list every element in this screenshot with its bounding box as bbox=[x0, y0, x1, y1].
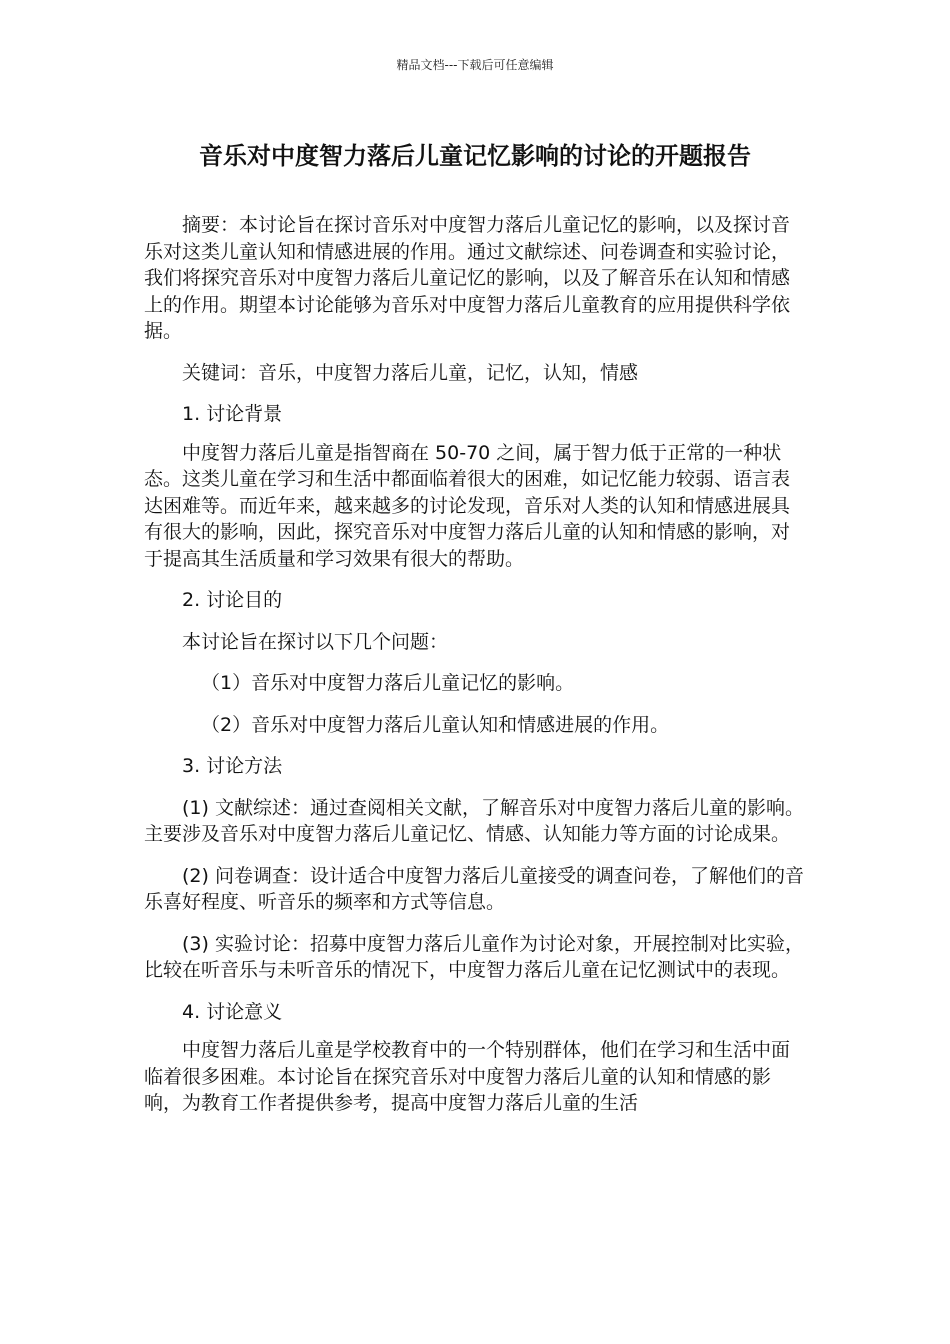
document-title: 音乐对中度智力落后儿童记忆影响的讨论的开题报告 bbox=[199, 142, 751, 170]
section-heading-method: 3. 讨论方法 bbox=[182, 755, 283, 777]
significance-paragraph: 中度智力落后儿童是学校教育中的一个特别群体，他们在学习和生活中面临着很多困难。本讨论旨在探究音乐对中度智力落后儿童的认知和情感的影响，为教育工作者提供参考，提高中度智力落后儿童的生活 bbox=[144, 1039, 791, 1114]
method-item: (1) 文献综述：通过查阅相关文献，了解音乐对中度智力落后儿童的影响。主要涉及音乐对中度智力落后儿童记忆、情感、认知能力等方面的讨论成果。 bbox=[144, 796, 804, 845]
section-heading-background: 1. 讨论背景 bbox=[182, 403, 283, 425]
abstract-paragraph: 摘要：本讨论旨在探讨音乐对中度智力落后儿童记忆的影响，以及探讨音乐对这类儿童认知和情感进展的作用。通过文献综述、问卷调查和实验讨论，我们将探究音乐对中度智力落后儿童记忆的影响，以及了解音乐在认知和情感上的作用。期望本讨论能够为音乐对中度智力落后儿童教育的应用提供科学依据。 bbox=[144, 214, 791, 342]
section-heading-purpose: 2. 讨论目的 bbox=[182, 589, 283, 611]
method-item: (3) 实验讨论：招募中度智力落后儿童作为讨论对象，开展控制对比实验，比较在听音乐与未听音乐的情况下，中度智力落后儿童在记忆测试中的表现。 bbox=[144, 932, 804, 981]
background-paragraph: 中度智力落后儿童是指智商在 50-70 之间，属于智力低于正常的一种状态。这类儿童在学习和生活中都面临着很大的困难，如记忆能力较弱、语言表达困难等。而近年来，越来越多的讨论发现，音乐对人类的认知和情感进展具有很大的影响，因此，探究音乐对中度智力落后儿童的认知和情感的影响，对于提高其生活质量和学习效果有很大的帮助。 bbox=[144, 441, 791, 570]
document-body bbox=[144, 212, 808, 1117]
method-item: (2) 问卷调查：设计适合中度智力落后儿童接受的调查问卷，了解他们的音乐喜好程度、听音乐的频率和方式等信息。 bbox=[144, 864, 804, 913]
keywords-line: 关键词：音乐，中度智力落后儿童，记忆，认知，情感 bbox=[182, 361, 639, 384]
purpose-item: （1）音乐对中度智力落后儿童记忆的影响。 bbox=[201, 672, 575, 694]
section-heading-significance: 4. 讨论意义 bbox=[182, 1000, 283, 1023]
purpose-intro: 本讨论旨在探讨以下几个问题： bbox=[182, 630, 449, 653]
purpose-item: （2）音乐对中度智力落后儿童认知和情感进展的作用。 bbox=[201, 713, 670, 736]
header-note: 精品文档---下载后可任意编辑 bbox=[396, 58, 554, 72]
